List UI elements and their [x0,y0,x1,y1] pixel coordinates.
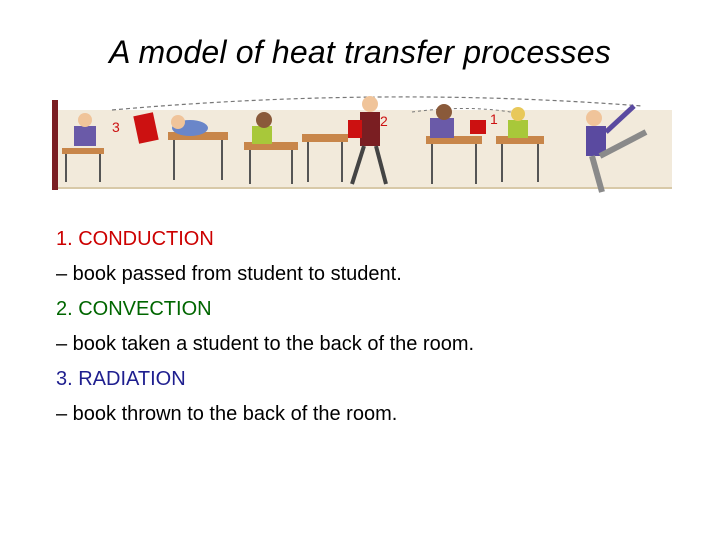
radiation-heading: 3. RADIATION [56,368,186,390]
process-list [56,222,696,432]
radiation-description: – book thrown to the back of the room. [56,403,398,425]
back-wall [52,100,58,190]
convection-heading: 2. CONVECTION [56,298,212,320]
convection-description: – book taken a student to the back of the room. [56,333,475,355]
slide-title: A model of heat transfer processes [109,34,611,70]
label-radiation: 3 [112,119,120,135]
classroom-illustration [52,92,672,202]
label-conduction: 1 [490,111,498,127]
conduction-description: – book passed from student to student. [56,263,402,285]
label-convection: 2 [380,113,388,129]
conduction-heading: 1. CONDUCTION [56,228,214,250]
